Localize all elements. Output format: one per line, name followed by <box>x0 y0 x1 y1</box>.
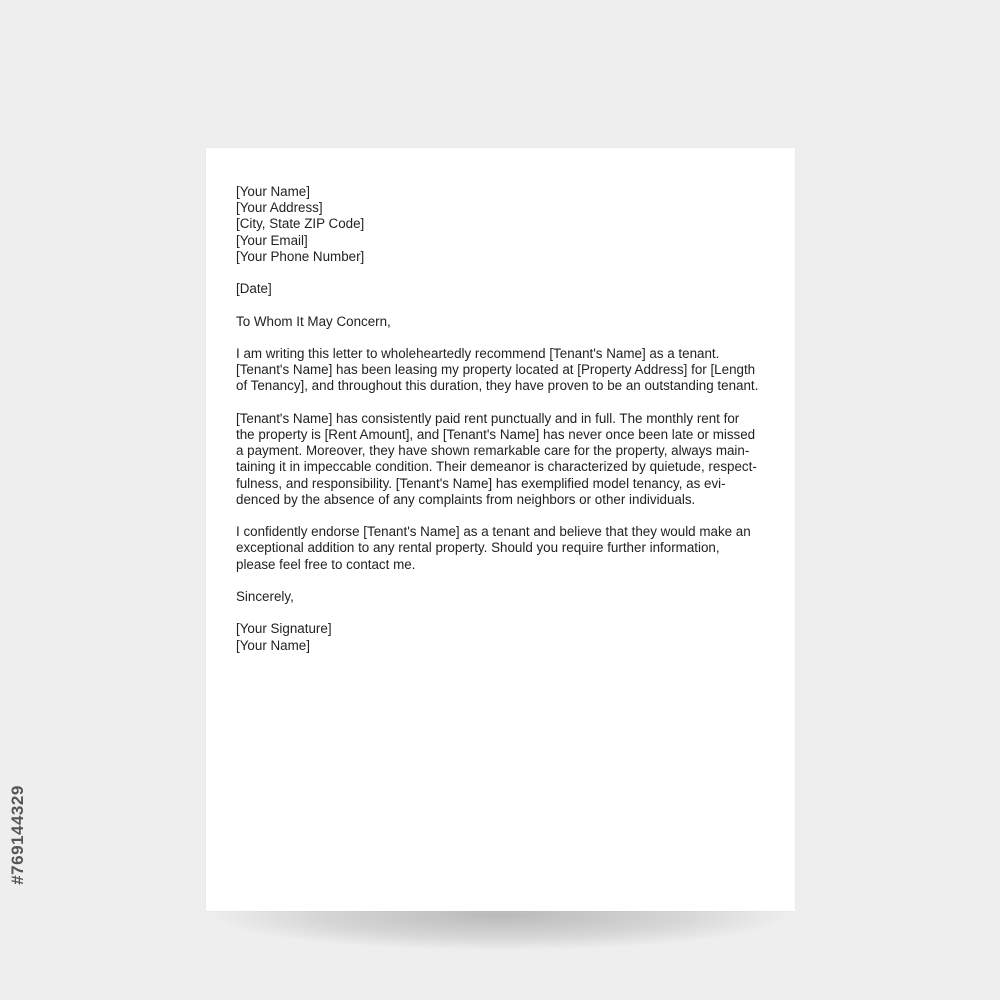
closing-block <box>236 589 766 605</box>
image-id-text: #769144329 <box>8 785 27 885</box>
sender-block <box>236 184 766 265</box>
letter-body <box>236 184 766 670</box>
letter-page <box>206 148 795 911</box>
paragraph-line: fulness, and responsibility. [Tenant's Name] has exemplified model tenancy, as evi- <box>236 475 726 491</box>
paragraph-line: [Tenant's Name] has been leasing my property located at [Property Address] for [Length <box>236 362 756 378</box>
paragraph-line: I am writing this letter to wholeheartedly recommend [Tenant's Name] as a tenant. <box>236 345 720 361</box>
salutation-block <box>236 314 766 330</box>
sender-address: [Your Address] <box>236 200 323 216</box>
paragraph-endorsement <box>236 524 766 573</box>
paragraph-line: exceptional addition to any rental property. Should you require further information, <box>236 540 720 556</box>
signature: [Your Signature] <box>236 621 332 637</box>
signer-name: [Your Name] <box>236 637 310 653</box>
sender-phone: [Your Phone Number] <box>236 248 365 264</box>
paragraph-line: I confidently endorse [Tenant's Name] as a tenant and believe that they would make an <box>236 524 751 540</box>
paragraph-line: of Tenancy], and throughout this duration, they have proven to be an outstanding tenant. <box>236 378 759 394</box>
image-id-label <box>8 765 28 905</box>
sender-city-state-zip: [City, State ZIP Code] <box>236 216 365 232</box>
signature-block <box>236 621 766 653</box>
paragraph-line: please feel free to contact me. <box>236 556 416 572</box>
paragraph-details <box>236 411 766 508</box>
closing: Sincerely, <box>236 588 294 604</box>
sender-email: [Your Email] <box>236 232 308 248</box>
paragraph-line: denced by the absence of any complaints from neighbors or other individuals. <box>236 491 696 507</box>
salutation: To Whom It May Concern, <box>236 313 391 329</box>
sender-name: [Your Name] <box>236 184 310 199</box>
paragraph-line: the property is [Rent Amount], and [Tenant's Name] has never once been late or missed <box>236 426 756 442</box>
paragraph-line: taining it in impeccable condition. Their demeanor is characterized by quietude, respect- <box>236 459 757 475</box>
paragraph-line: [Tenant's Name] has consistently paid rent punctually and in full. The monthly rent for <box>236 410 740 426</box>
date: [Date] <box>236 281 272 297</box>
paragraph-line: a payment. Moreover, they have shown remarkable care for the property, always main- <box>236 443 750 459</box>
paragraph-introduction <box>236 346 766 395</box>
date-line <box>236 281 766 297</box>
